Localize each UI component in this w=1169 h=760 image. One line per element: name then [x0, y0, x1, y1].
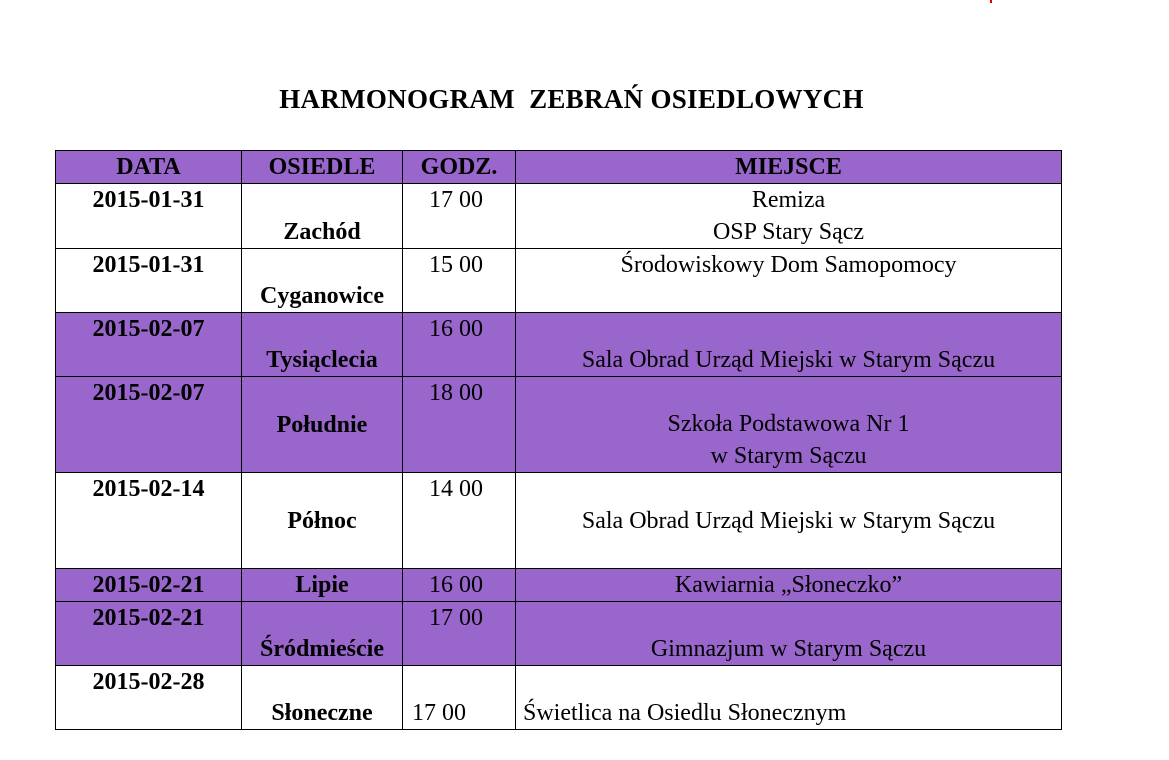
miejsce-line: w Starym Sączu: [710, 443, 867, 469]
miejsce-line: Sala Obrad Urząd Miejski w Starym Sączu: [581, 347, 996, 373]
osiedle-cell: Śródmieście: [242, 602, 403, 666]
miejsce-cell: [516, 666, 1062, 730]
date-cell: 2015-02-21: [56, 602, 242, 666]
miejsce-cell: [516, 473, 1062, 569]
godz-cell: 18 00: [403, 377, 516, 473]
godz-cell: 14 00: [403, 473, 516, 569]
miejsce-cell: [516, 249, 1062, 313]
miejsce-cell: [516, 377, 1062, 473]
stray-mark: [990, 0, 992, 3]
table-row: [56, 666, 1062, 730]
header-data: DATA: [56, 151, 242, 184]
schedule-table: [55, 150, 1062, 730]
godz-cell: 16 00: [403, 569, 516, 602]
osiedle-cell: Północ: [242, 473, 403, 569]
table-row: [56, 249, 1062, 313]
osiedle-cell: Południe: [242, 377, 403, 473]
miejsce-line: Środowiskowy Dom Samopomocy: [620, 252, 957, 278]
godz-cell: 15 00: [403, 249, 516, 313]
date-cell: 2015-02-21: [56, 569, 242, 602]
osiedle-cell: Zachód: [242, 184, 403, 249]
miejsce-line: OSP Stary Sącz: [712, 219, 865, 245]
header-osiedle: OSIEDLE: [242, 151, 403, 184]
godz-cell: 17 00: [403, 602, 516, 666]
page-title: HARMONOGRAM ZEBRAŃ OSIEDLOWYCH: [279, 84, 864, 114]
osiedle-cell: Lipie: [242, 569, 403, 602]
table-row: [56, 602, 1062, 666]
date-cell: 2015-02-14: [56, 473, 242, 569]
miejsce-line: Szkoła Podstawowa Nr 1: [667, 411, 910, 437]
header-miejsce: MIEJSCE: [516, 151, 1062, 184]
miejsce-cell: [516, 602, 1062, 666]
miejsce-cell: [516, 313, 1062, 377]
header-godz: GODZ.: [403, 151, 516, 184]
miejsce-cell: [516, 569, 1062, 602]
osiedle-cell: Słoneczne: [242, 666, 403, 730]
date-cell: 2015-02-28: [56, 666, 242, 730]
miejsce-line: Remiza: [751, 187, 826, 213]
header-row: [56, 151, 1062, 184]
miejsce-line: Gimnazjum w Starym Sączu: [650, 636, 927, 662]
miejsce-line: Świetlica na Osiedlu Słonecznym: [523, 700, 847, 726]
miejsce-line: Kawiarnia „Słoneczko”: [674, 572, 903, 598]
godz-cell: 16 00: [403, 313, 516, 377]
miejsce-line: Sala Obrad Urząd Miejski w Starym Sączu: [581, 507, 996, 534]
osiedle-cell: Tysiąclecia: [242, 313, 403, 377]
date-cell: 2015-02-07: [56, 377, 242, 473]
table-row: [56, 569, 1062, 602]
miejsce-cell: [516, 184, 1062, 249]
date-cell: 2015-01-31: [56, 184, 242, 249]
date-cell: 2015-01-31: [56, 249, 242, 313]
table-row: [56, 377, 1062, 473]
table-row: [56, 473, 1062, 569]
osiedle-cell: Cyganowice: [242, 249, 403, 313]
table-row: [56, 184, 1062, 249]
godz-cell: 17 00: [403, 184, 516, 249]
godz-cell: 17 00: [403, 666, 516, 730]
table-row: [56, 313, 1062, 377]
date-cell: 2015-02-07: [56, 313, 242, 377]
